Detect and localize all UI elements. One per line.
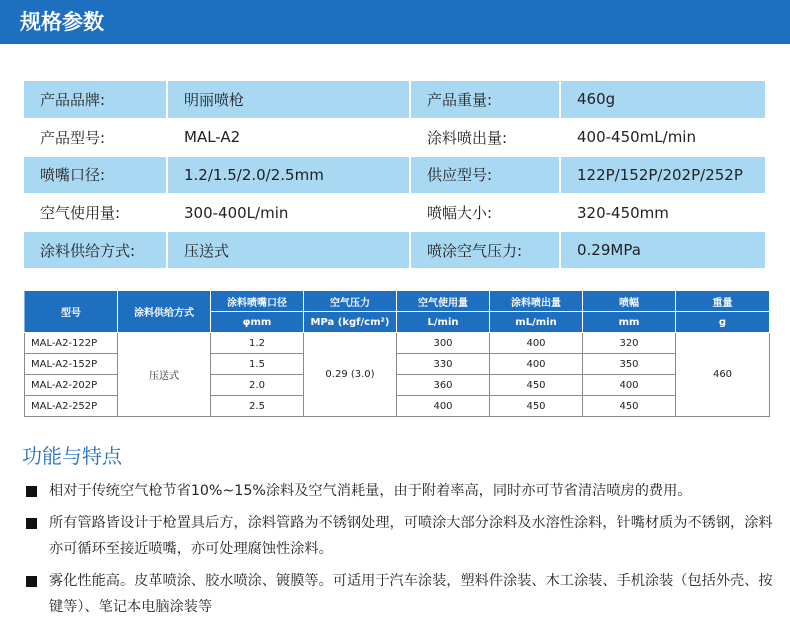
model-table-header-row [25, 291, 770, 312]
spec-value: 0.29MPa [560, 231, 766, 269]
spec-label: 喷嘴口径: [24, 156, 167, 194]
col-header-supply: 涂料供给方式 [118, 291, 211, 333]
features-title: 功能与特点 [22, 444, 122, 468]
spec-row [24, 81, 766, 119]
cell-nozzle: 2.0 [211, 375, 304, 396]
feature-list [24, 478, 784, 626]
cell-model: MAL-A2-252P [25, 396, 118, 417]
spec-label: 喷幅大小: [410, 194, 560, 232]
spec-label: 产品型号: [24, 119, 167, 157]
list-item [24, 478, 784, 504]
spec-label: 涂料喷出量: [410, 119, 560, 157]
unit-width: mm [583, 312, 676, 333]
cell-width: 320 [583, 333, 676, 354]
table-row [25, 333, 770, 354]
spec-value: 1.2/1.5/2.0/2.5mm [167, 156, 410, 194]
spec-row [24, 119, 766, 157]
spec-value: 320-450mm [560, 194, 766, 232]
col-header-model: 型号 [25, 291, 118, 333]
spec-label: 产品重量: [410, 81, 560, 119]
spec-label: 涂料供给方式: [24, 231, 167, 269]
cell-pressure: 0.29 (3.0) [304, 333, 397, 417]
col-header-weight: 重量 [676, 291, 770, 312]
cell-air: 360 [397, 375, 490, 396]
cell-output: 450 [490, 375, 583, 396]
col-header-width: 喷幅 [583, 291, 676, 312]
cell-nozzle: 1.5 [211, 354, 304, 375]
unit-air: L/min [397, 312, 490, 333]
spec-table [24, 81, 767, 270]
model-table [24, 290, 770, 417]
header-title: 规格参数 [20, 10, 104, 34]
cell-air: 300 [397, 333, 490, 354]
list-item [24, 568, 784, 620]
spec-label: 空气使用量: [24, 194, 167, 232]
cell-nozzle: 2.5 [211, 396, 304, 417]
unit-weight: g [676, 312, 770, 333]
cell-model: MAL-A2-202P [25, 375, 118, 396]
col-header-output: 涂料喷出量 [490, 291, 583, 312]
cell-nozzle: 1.2 [211, 333, 304, 354]
list-item [24, 510, 784, 562]
unit-output: mL/min [490, 312, 583, 333]
spec-label: 产品品牌: [24, 81, 167, 119]
spec-value: 460g [560, 81, 766, 119]
col-header-air: 空气使用量 [397, 291, 490, 312]
square-bullet-icon [26, 486, 37, 497]
col-header-pressure: 空气压力 [304, 291, 397, 312]
cell-output: 450 [490, 396, 583, 417]
cell-output: 400 [490, 354, 583, 375]
col-header-nozzle: 涂料喷嘴口径 [211, 291, 304, 312]
cell-output: 400 [490, 333, 583, 354]
cell-weight: 460 [676, 333, 770, 417]
spec-value: 122P/152P/202P/252P [560, 156, 766, 194]
cell-width: 400 [583, 375, 676, 396]
unit-pressure: MPa (kgf/cm²) [304, 312, 397, 333]
cell-supply: 压送式 [118, 333, 211, 417]
spec-label: 喷涂空气压力: [410, 231, 560, 269]
spec-row [24, 194, 766, 232]
square-bullet-icon [26, 518, 37, 529]
cell-width: 350 [583, 354, 676, 375]
cell-air: 400 [397, 396, 490, 417]
square-bullet-icon [26, 576, 37, 587]
spec-value: 明丽喷枪 [167, 81, 410, 119]
cell-model: MAL-A2-152P [25, 354, 118, 375]
spec-value: 400-450mL/min [560, 119, 766, 157]
cell-model: MAL-A2-122P [25, 333, 118, 354]
feature-text: 所有管路皆设计于枪置具后方，涂料管路为不锈钢处理，可喷涂大部分涂料及水溶性涂料，针嘴材质为不锈钢，涂料亦可循环至接近喷嘴，亦可处理腐蚀性涂料。 [49, 515, 773, 557]
cell-air: 330 [397, 354, 490, 375]
spec-value: 压送式 [167, 231, 410, 269]
feature-text: 雾化性能高。皮革喷涂、胶水喷涂、镀膜等。可适用于汽车涂装，塑料件涂装、木工涂装、手机涂装（包括外壳、按键等）、笔记本电脑涂装等 [49, 573, 773, 615]
unit-nozzle: φmm [211, 312, 304, 333]
spec-label: 供应型号: [410, 156, 560, 194]
spec-value: 300-400L/min [167, 194, 410, 232]
spec-row [24, 231, 766, 269]
section-header [0, 0, 790, 44]
spec-value: MAL-A2 [167, 119, 410, 157]
feature-text: 相对于传统空气枪节省10%~15%涂料及空气消耗量，由于附着率高，同时亦可节省清洁喷房的费用。 [49, 483, 692, 499]
cell-width: 450 [583, 396, 676, 417]
spec-row [24, 156, 766, 194]
